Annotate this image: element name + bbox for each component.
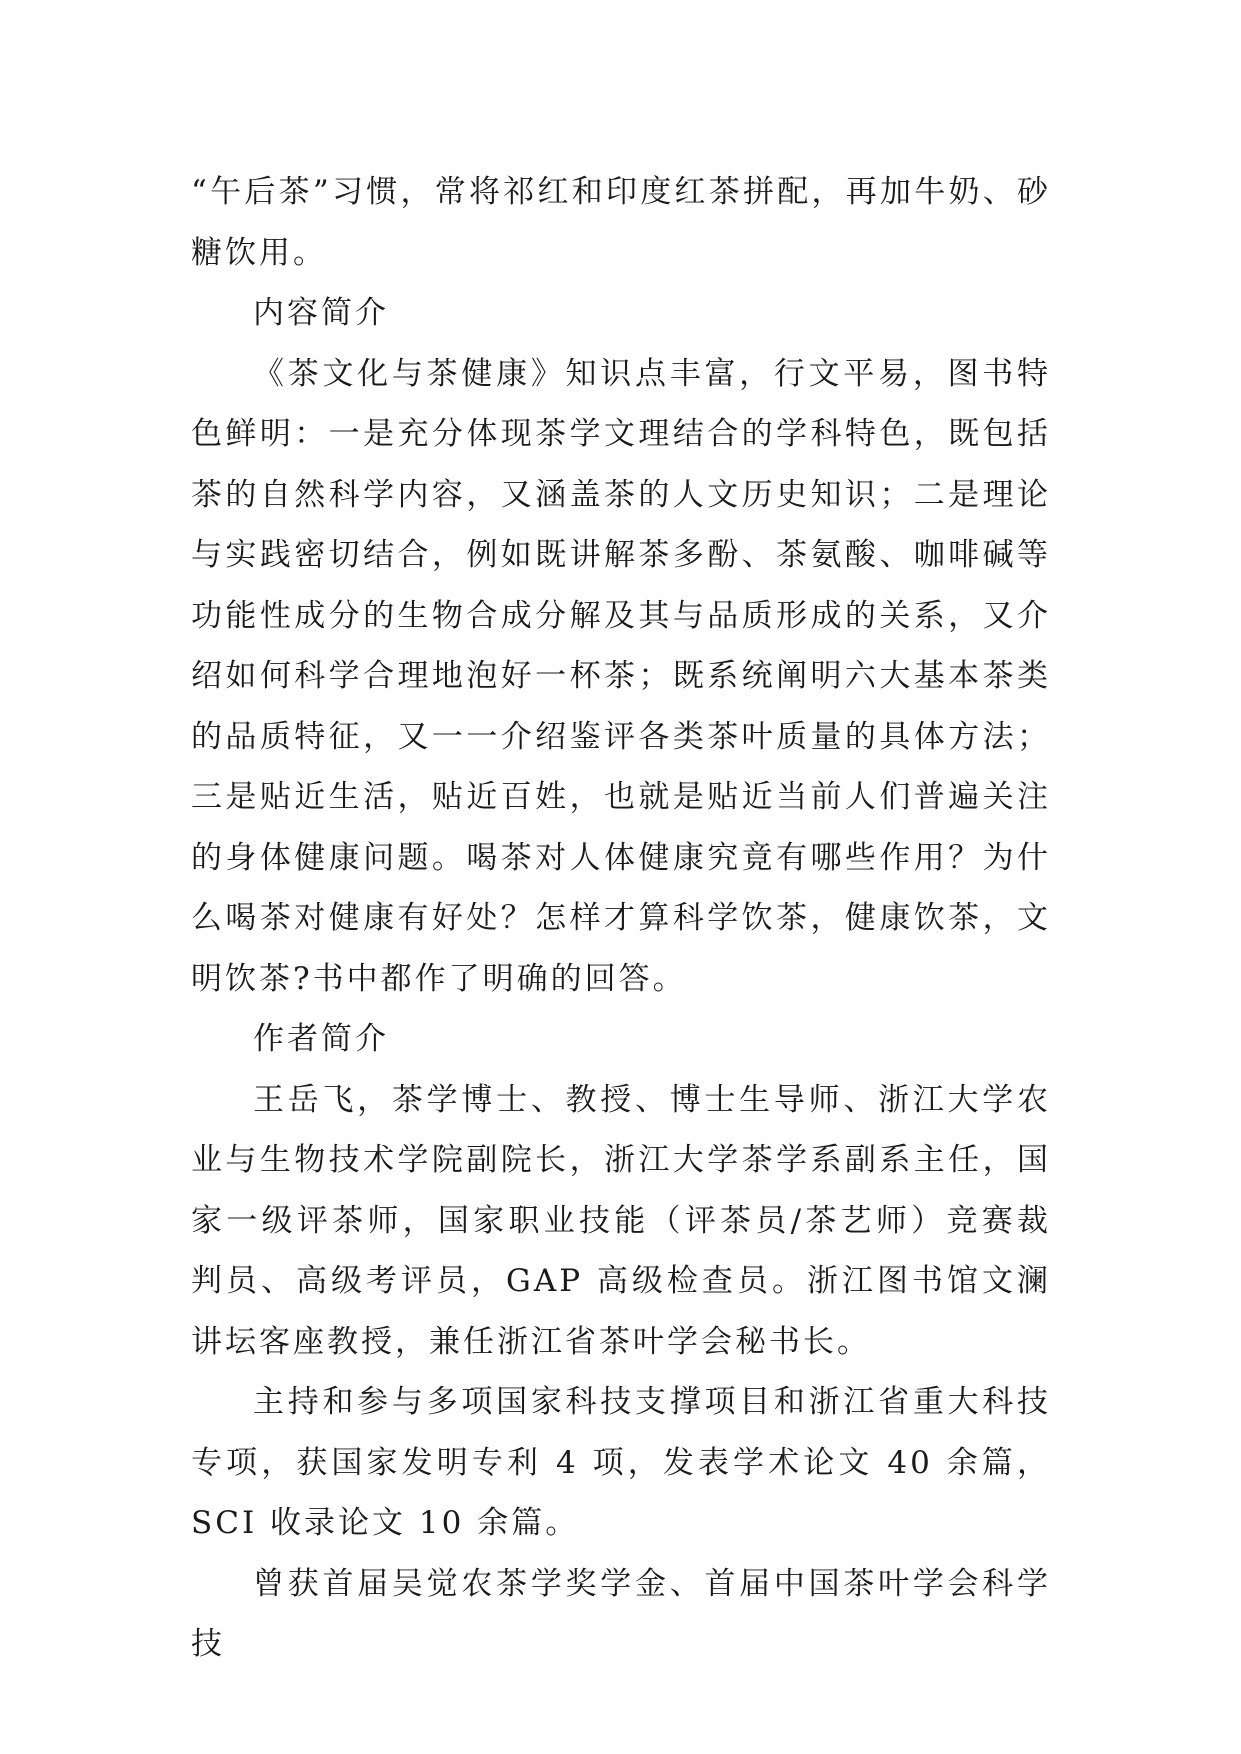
paragraph-content-summary: 《茶文化与茶健康》知识点丰富，行文平易，图书特色鲜明：一是充分体现茶学文理结合的学科特色，既包括茶的自然科学内容，又涵盖茶的人文历史知识；二是理论与实践密切结合，例如既讲解茶多酚、茶氨酸、咖啡碱等功能性成分的生物合成分解及其与品质形成的关系，又介绍如何科学合理地泡好一杯茶；既系统阐明六大基本茶类的品质特征，又一一介绍鉴评各类茶叶质量的具体方法；三是贴近生活，贴近百姓，也就是贴近当前人们普遍关注的身体健康问题。喝茶对人体健康究竟有哪些作用？为什么喝茶对健康有好处？怎样才算科学饮茶，健康饮茶，文明饮茶?书中都作了明确的回答。 xyxy=(191,355,1051,997)
section-heading-author-profile: 作者简介 xyxy=(253,1021,389,1057)
document-body xyxy=(191,162,1051,1675)
paragraph-author-projects: 主持和参与多项国家科技支撑项目和浙江省重大科技专项，获国家发明专利 4 项，发表学术论文 40 余篇，SCI 收录论文 10 余篇。 xyxy=(191,1384,1051,1541)
section-heading-content-summary: 内容简介 xyxy=(253,295,389,331)
paragraph-author-awards: 曾获首届吴觉农茶学奖学金、首届中国茶叶学会科学技 xyxy=(191,1565,1051,1662)
paragraph-continuation: “午后茶”习惯，常将祁红和印度红茶拼配，再加牛奶、砂糖饮用。 xyxy=(191,174,1051,271)
paragraph-author-profile: 王岳飞，茶学博士、教授、博士生导师、浙江大学农业与生物技术学院副院长，浙江大学茶学系副系主任，国家一级评茶师，国家职业技能（评茶员/茶艺师）竞赛裁判员、高级考评员，GAP 高级检查员。浙江图书馆文澜讲坛客座教授，兼任浙江省茶叶学会秘书长。 xyxy=(191,1081,1051,1360)
